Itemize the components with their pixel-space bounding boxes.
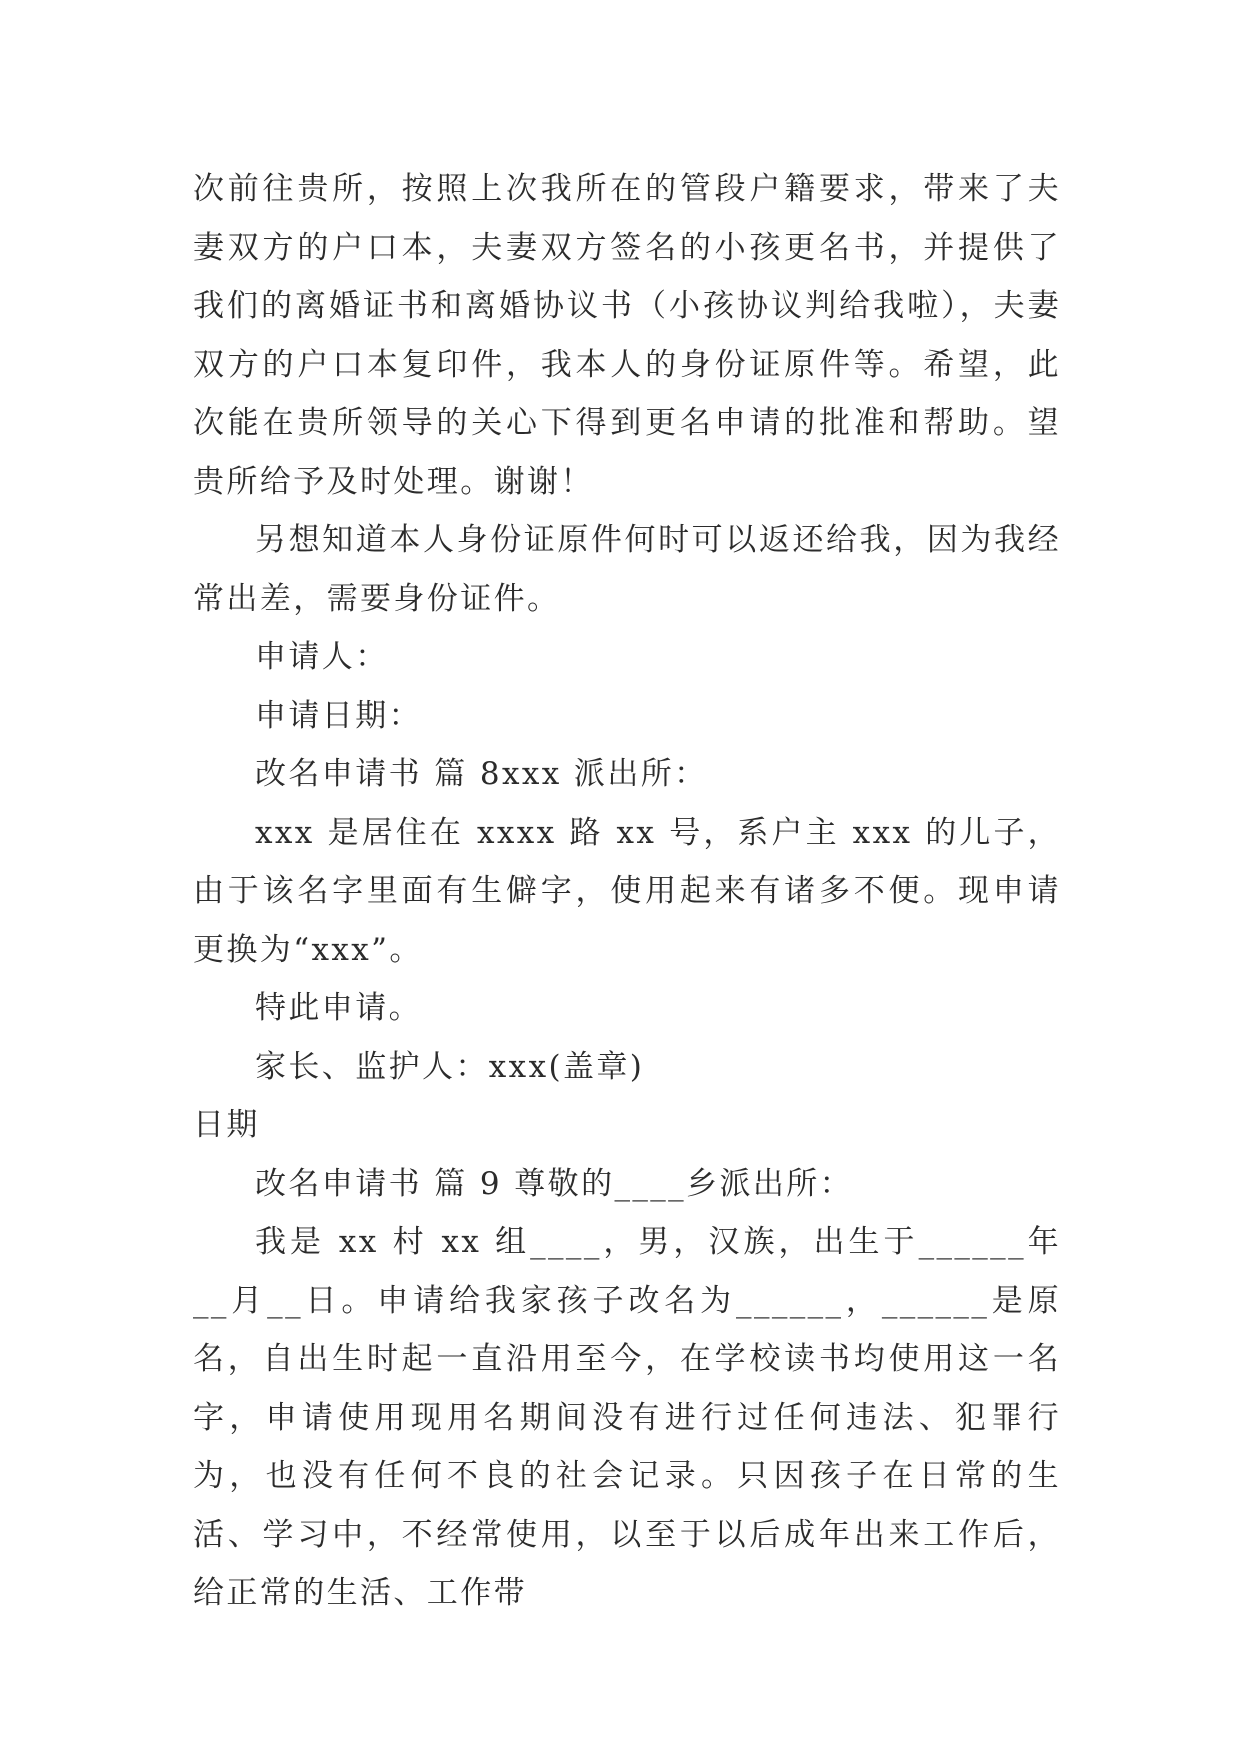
guardian-signature-line: 家长、监护人：xxx(盖章) [255,1048,645,1085]
date-line: 日期 [193,1107,260,1143]
paragraph-id-return: 另想知道本人身份证原件何时可以返还给我，因为我经常出差，需要身份证件。 [193,522,1061,617]
section-8-heading: 改名申请书 篇 8xxx 派出所： [255,756,708,792]
document-body [193,160,1061,1623]
section-8-body: xxx 是居住在 xxxx 路 xx 号，系户主 xxx 的儿子，由于该名字里面有生僻字，使用起来有诸多不便。现申请更换为“xxx”。 [193,814,1061,968]
applicant-line: 申请人： [255,639,389,675]
application-date-line: 申请日期： [255,697,422,734]
section-9-heading: 改名申请书 篇 9 尊敬的____乡派出所： [255,1165,854,1202]
special-request-line: 特此申请。 [255,990,422,1026]
paragraph-continuation: 次前往贵所，按照上次我所在的管段户籍要求，带来了夫妻双方的户口本，夫妻双方签名的小孩更名书，并提供了我们的离婚证书和离婚协议书（小孩协议判给我啦），夫妻双方的户口本复印件，我本人的身份证原件等。希望，此次能在贵所领导的关心下得到更名申请的批准和帮助。望贵所给予及时处理。谢谢！ [193,171,1061,500]
section-9-body: 我是 xx 村 xx 组____，男，汉族，出生于______年__月__日。申请给我家孩子改名为______，______是原名，自出生时起一直沿用至今，在学校读书均使用这一名字，申请使用现用名期间没有进行过任何违法、犯罪行为，也没有任何不良的社会记录。只因孩子在日常的生活、学习中，不经常使用，以至于以后成年出来工作后，给正常的生活、工作带 [193,1224,1061,1611]
